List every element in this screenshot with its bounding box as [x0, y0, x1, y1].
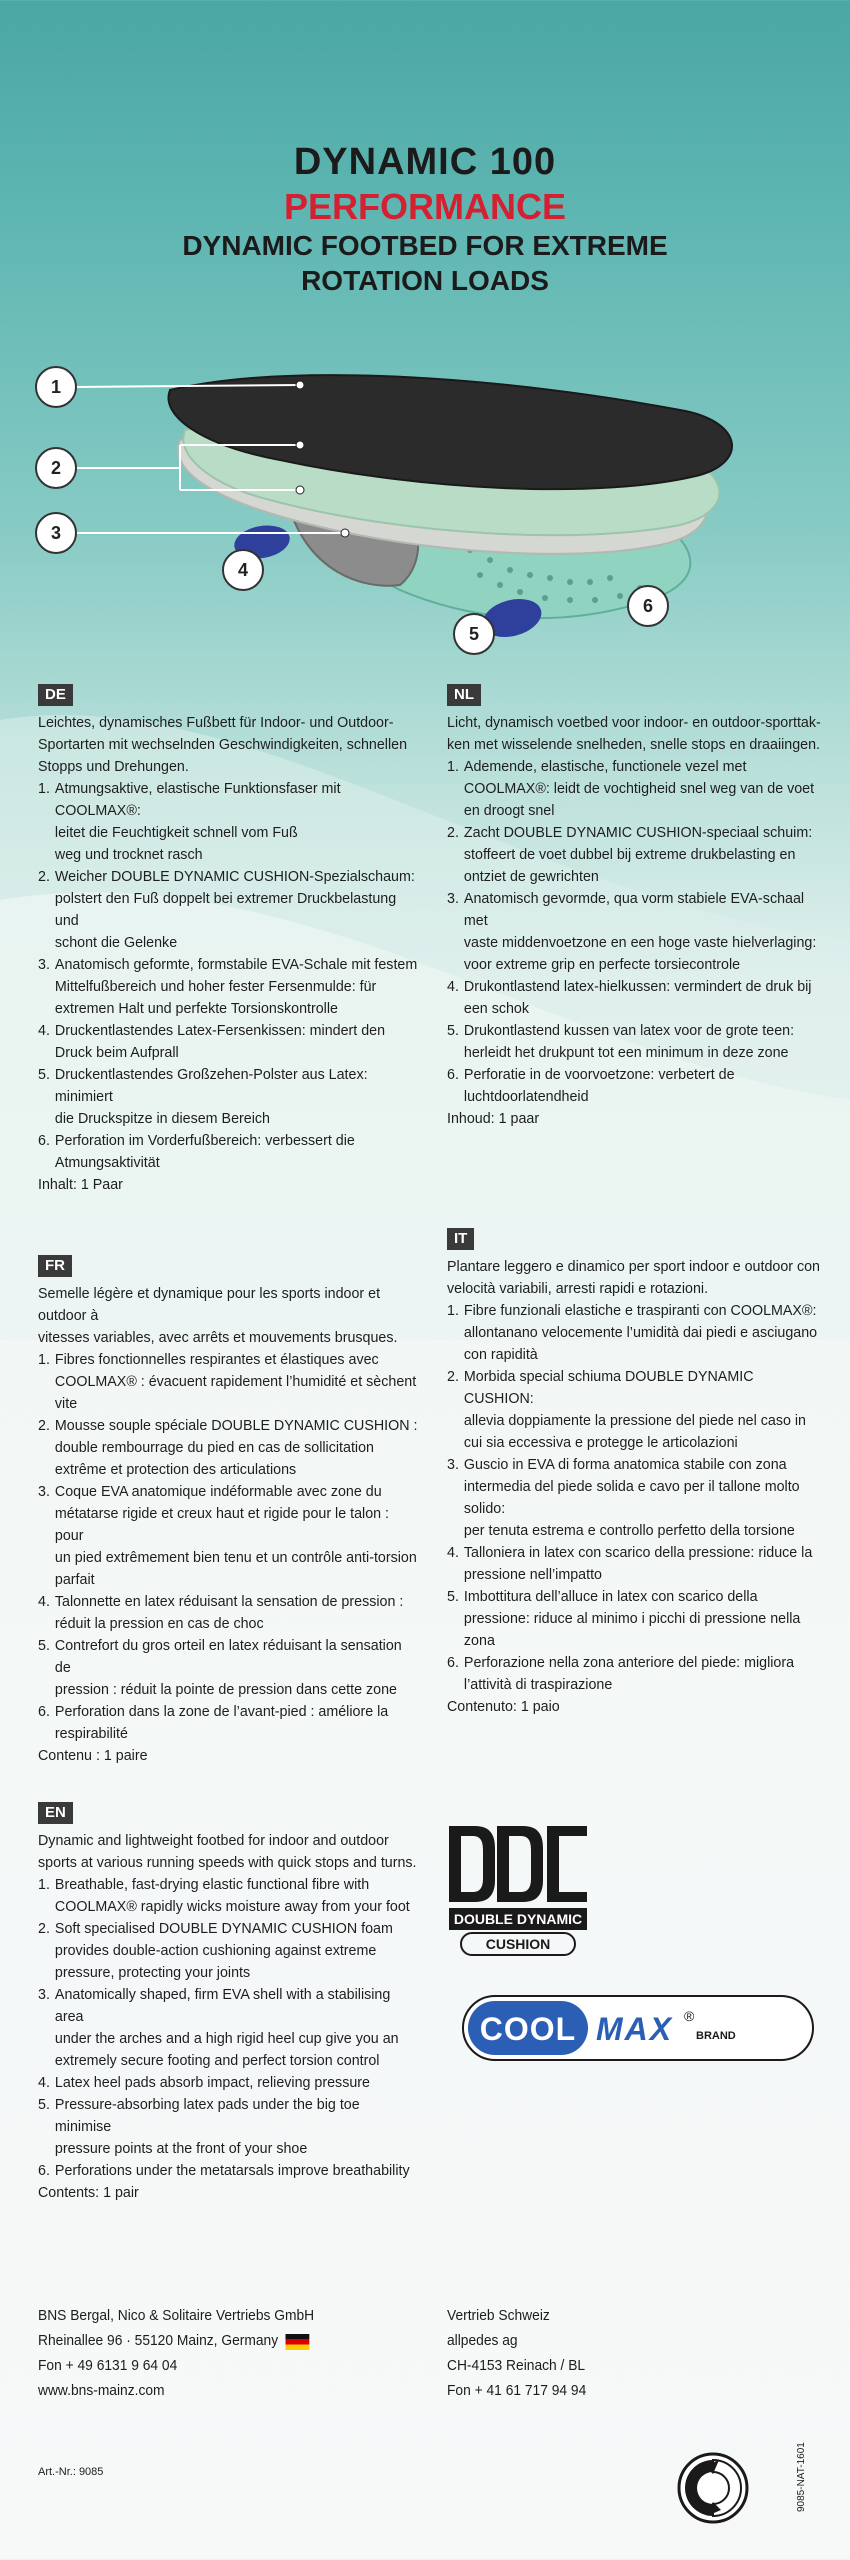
header — [0, 140, 850, 298]
list-item: 1. Fibres fonctionnelles respirantes et élastiques avec COOLMAX® : évacuent rapidement l’humidité et sèchent vite — [38, 1351, 417, 1412]
list-item: 4. Druckentlastendes Latex-Fersenkissen: mindert den Druck beim Aufprall — [38, 1022, 386, 1061]
content-line: Inhoud: 1 paar — [447, 1110, 540, 1127]
intro-line: ken met wisselende snelheden, snelle stops en draaiingen. — [447, 736, 821, 753]
list-item: 6. Perforazione nella zona anteriore del piede: migliora l’attività di traspirazione — [447, 1654, 795, 1693]
intro-line: sports at various running speeds with quick stops and turns. — [38, 1854, 417, 1871]
double-dynamic-cushion-logo — [447, 1822, 589, 1957]
germany-flag-icon — [286, 2333, 310, 2349]
section-fr — [38, 1255, 442, 1767]
lang-tag-en: EN — [38, 1802, 73, 1824]
list-item: 6. Perforation im Vorderfußbereich: verbessert die Atmungsaktivität — [38, 1132, 355, 1171]
ch-company: allpedes ag — [447, 2332, 518, 2349]
callout-3-dot — [341, 529, 349, 537]
list-item: 2. Zacht DOUBLE DYNAMIC CUSHION-speciaal schuim: stoffeert de voet dubbel bij extreme drukbelasting en ontziet de gewrichten — [447, 824, 813, 885]
callout-2a-dot — [296, 441, 304, 449]
list-item: 6. Perforatie in de voorvoetzone: verbetert de luchtdoorlatendheid — [447, 1066, 735, 1105]
feature-list — [447, 1300, 827, 1696]
text-it — [447, 1256, 827, 1718]
callout-6-label: 6 — [642, 596, 654, 616]
list-item: 6. Perforations under the metatarsals improve breathability — [38, 2162, 410, 2179]
list-item: 1. Breathable, fast-drying elastic functional fibre with COOLMAX® rapidly wicks moisture away from your foot — [38, 1876, 410, 1915]
ch-distributor-label: Vertrieb Schweiz — [447, 2307, 550, 2324]
content-line: Inhalt: 1 Paar — [38, 1176, 123, 1193]
company-name: BNS Bergal, Nico & Solitaire Vertriebs GmbH — [38, 2307, 315, 2324]
intro-line: Dynamic and lightweight footbed for indoor and outdoor — [38, 1832, 389, 1849]
list-item: 3. Guscio in EVA di forma anatomica stabile con zona intermedia del piede solida e cavo per il tallone molto solido: per tenuta estrema e controllo perfetto della torsione — [447, 1456, 800, 1539]
content-line: Contenu : 1 paire — [38, 1747, 148, 1764]
text-de — [38, 712, 418, 1196]
intro-line: Leichtes, dynamisches Fußbett für Indoor- und Outdoor- — [38, 714, 394, 731]
list-item: 6. Perforation dans la zone de l’avant-pied : améliore la respirabilité — [38, 1703, 389, 1742]
intro-line: Licht, dynamisch voetbed voor indoor- en outdoor-sporttak- — [447, 714, 821, 731]
intro-line: Sportarten mit wechselnden Geschwindigkeiten, schnellen — [38, 736, 408, 753]
ddc-line2: CUSHION — [485, 1936, 551, 1952]
section-it — [447, 1228, 850, 1718]
intro-line: Stopps und Drehungen. — [38, 758, 189, 775]
list-item: 5. Imbottitura dell’alluce in latex con scarico della pressione: riduce al minimo i picchi di pressione nella zona — [447, 1588, 801, 1649]
list-item: 5. Pressure-absorbing latex pads under the big toe minimise pressure points at the front of your shoe — [38, 2096, 360, 2157]
coolmax-registered: ® — [684, 2008, 695, 2024]
intro-line: Semelle légère et dynamique pour les sports indoor et outdoor à — [38, 1285, 381, 1324]
insole-layers-illustration — [0, 320, 850, 680]
product-description-line1: DYNAMIC FOOTBED FOR EXTREME — [182, 230, 668, 261]
list-item: 2. Morbida special schiuma DOUBLE DYNAMIC CUSHION: allevia doppiamente la pressione del piede nel caso in cui sia eccessiva e protegge le articolazioni — [447, 1368, 806, 1451]
coolmax-logo — [462, 1995, 814, 2061]
recycling-symbol-icon — [677, 2452, 749, 2524]
product-subtitle: PERFORMANCE — [283, 186, 566, 227]
callout-2b-dot — [296, 486, 304, 494]
list-item: 4. Drukontlastend latex-hielkussen: vermindert de druk bij een schok — [447, 978, 812, 1017]
callout-1-label: 1 — [50, 377, 62, 397]
list-item: 1. Ademende, elastische, functionele vezel met COOLMAX®: leidt de vochtigheid snel weg van de voet en droogt snel — [447, 758, 815, 819]
list-item: 2. Soft specialised DOUBLE DYNAMIC CUSHION foam provides double-action cushioning against extreme pressure, protecting your joints — [38, 1920, 393, 1981]
intro-line: velocità variabili, arresti rapidi e rotazioni. — [447, 1280, 709, 1297]
list-item: 5. Drukontlastend kussen van latex voor de grote teen: herleidt het drukpunt tot een minimum in deze zone — [447, 1022, 795, 1061]
content-line: Contenuto: 1 paio — [447, 1698, 560, 1715]
list-item: 4. Talloniera in latex con scarico della pressione: riduce la pressione nell’impatto — [447, 1544, 813, 1583]
section-nl — [447, 684, 850, 1130]
feature-list — [38, 1349, 418, 1745]
coolmax-brand: BRAND — [696, 2030, 736, 2042]
lang-tag-nl: NL — [447, 684, 481, 706]
footer-address-ch — [447, 2303, 586, 2403]
list-item: 3. Coque EVA anatomique indéformable avec zone du métatarse rigide et creux haut et rigide pour le talon : pour un pied extrêmement bien tenu et un contrôle anti-torsion parfait — [38, 1483, 417, 1588]
section-de — [38, 684, 442, 1196]
list-item: 4. Latex heel pads absorb impact, relieving pressure — [38, 2074, 370, 2091]
feature-list — [38, 778, 418, 1174]
text-en — [38, 1830, 418, 2204]
list-item: 4. Talonnette en latex réduisant la sensation de pression : réduit la pression en cas de choc — [38, 1593, 404, 1632]
list-item: 2. Mousse souple spéciale DOUBLE DYNAMIC CUSHION : double rembourrage du pied en cas de sollicitation extrême et protection des articulations — [38, 1417, 418, 1478]
list-item: 2. Weicher DOUBLE DYNAMIC CUSHION-Spezialschaum: polstert den Fuß doppelt bei extremer Druckbelastung und schont die Gelenke — [38, 868, 415, 951]
callout-5-label: 5 — [468, 624, 480, 644]
callout-4-label: 4 — [237, 560, 249, 580]
callout-1-dot — [296, 381, 304, 389]
list-item: 3. Anatomically shaped, firm EVA shell with a stabilising area under the arches and a high rigid heel cup give you an extremely secure footing and perfect torsion control — [38, 1986, 399, 2069]
lang-tag-it: IT — [447, 1228, 474, 1250]
list-item: 1. Fibre funzionali elastiche e traspiranti con COOLMAX®: allontanano velocemente l’umidità dai piedi e asciugano con rapidità — [447, 1302, 818, 1363]
callout-3-label: 3 — [50, 523, 62, 543]
company-street: Rheinallee 96 · 55120 Mainz, Germany — [38, 2328, 314, 2353]
product-description-line2: ROTATION LOADS — [301, 265, 549, 296]
product-title: DYNAMIC 100 — [293, 141, 557, 183]
intro-line: Plantare leggero e dinamico per sport indoor e outdoor con — [447, 1258, 821, 1275]
ch-phone: Fon + 41 61 717 94 94 — [447, 2382, 587, 2399]
coolmax-max: MAX — [596, 2011, 674, 2047]
list-item: 1. Atmungsaktive, elastische Funktionsfaser mit COOLMAX®: leitet die Feuchtigkeit schnell vom Fuß weg und trocknet rasch — [38, 780, 341, 863]
callout-2-label: 2 — [50, 458, 62, 478]
lang-tag-de: DE — [38, 684, 73, 706]
footer-address-de — [38, 2303, 314, 2403]
list-item: 3. Anatomisch gevormde, qua vorm stabiele EVA-schaal met vaste middenvoetzone en een hoge vaste hielverlaging: voor extreme grip en perfecte torsiecontrole — [447, 890, 817, 973]
side-code: 9085-NAT-1601 — [796, 2442, 807, 2512]
company-phone: Fon + 49 6131 9 64 04 — [38, 2357, 178, 2374]
company-website: www.bns-mainz.com — [38, 2382, 165, 2399]
list-item: 5. Druckentlastendes Großzehen-Polster aus Latex: minimiert die Druckspitze in diesem Bereich — [38, 1066, 368, 1127]
intro-line: vitesses variables, avec arrêts et mouvements brusques. — [38, 1329, 398, 1346]
ch-address: CH-4153 Reinach / BL — [447, 2357, 586, 2374]
text-nl — [447, 712, 827, 1130]
coolmax-cool: COOL — [479, 2011, 577, 2047]
section-en — [38, 1802, 442, 2204]
list-item: 3. Anatomisch geformte, formstabile EVA-Schale mit festem Mittelfußbereich und hoher fester Fersenmulde: für extremen Halt und perfekte Torsionskontrolle — [38, 956, 418, 1017]
content-line: Contents: 1 pair — [38, 2184, 139, 2201]
feature-list — [38, 1874, 418, 2182]
list-item: 5. Contrefort du gros orteil en latex réduisant la sensation de pression : réduit la pointe de pression dans cette zone — [38, 1637, 402, 1698]
text-fr — [38, 1283, 418, 1767]
lang-tag-fr: FR — [38, 1255, 72, 1277]
feature-list — [447, 756, 827, 1108]
article-number: Art.-Nr.: 9085 — [38, 2466, 104, 2478]
ddc-line1: DOUBLE DYNAMIC — [453, 1911, 583, 1927]
